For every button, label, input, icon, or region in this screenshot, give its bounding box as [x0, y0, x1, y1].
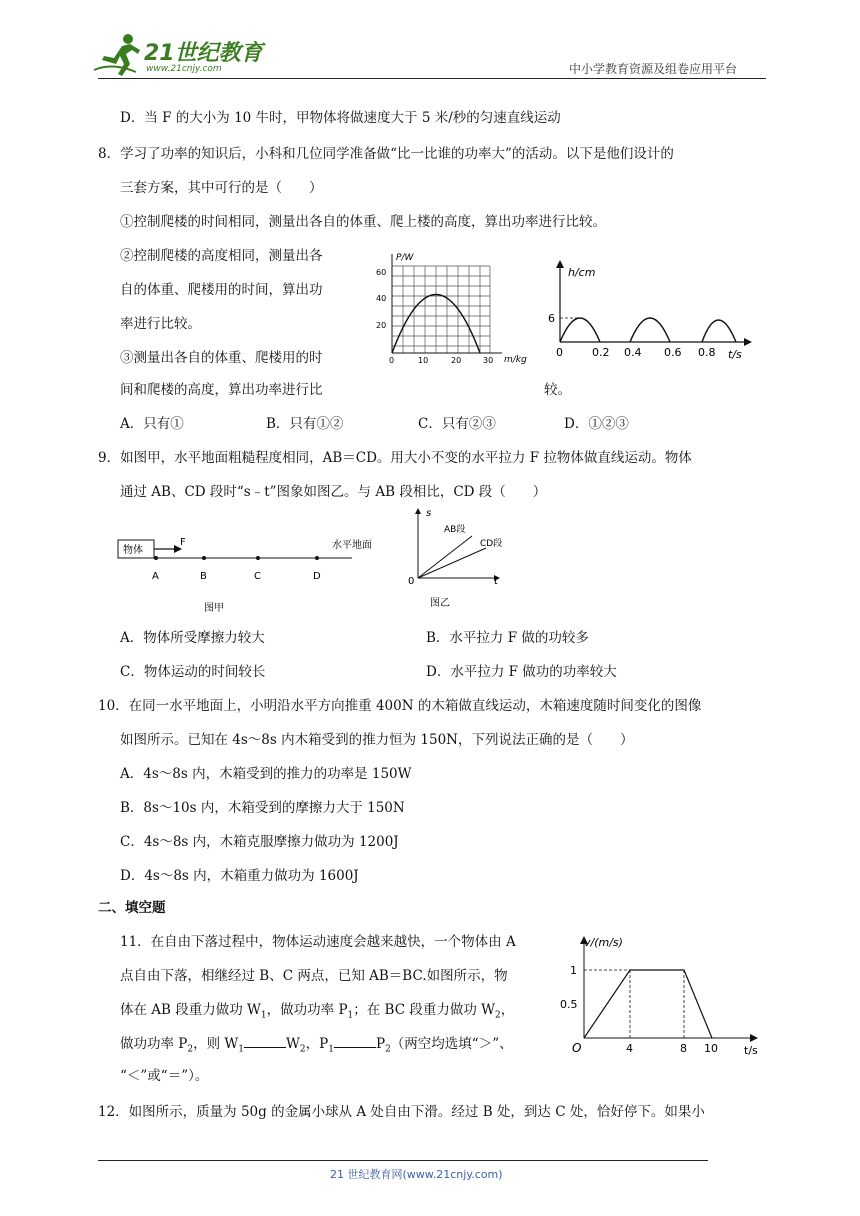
section-heading-fill-in: 二、填空题 [98, 900, 166, 916]
q8-plan1: ①控制爬楼的时间相同，测量出各自的体重、爬上楼的高度，算出功率进行比较。 [120, 214, 606, 230]
q9-figure-jia [114, 528, 394, 618]
q8-plan3-line1: ③测量出各自的体重、爬楼用的时 [120, 350, 323, 366]
q8-stem-line1: 8．学习了功率的知识后，小科和几位同学准备做“比一比谁的功率大”的活动。以下是他们设计的 [98, 146, 674, 162]
q9-yi-ylabel: s [426, 508, 432, 519]
q8-g1-xtick: 20 [451, 356, 462, 365]
q11-velocity-time-graph [556, 934, 766, 1058]
q11-subscript: 2 [385, 1044, 391, 1055]
q8-height-time-graph [540, 258, 752, 362]
q11-graph-ytick: 1 [570, 964, 577, 977]
q11-text: P [375, 1036, 386, 1052]
q9-point-c: C [254, 571, 261, 582]
q8-g2-peak-label: 6 [548, 312, 555, 325]
q9-point-d: D [313, 571, 321, 582]
q10-stem-line1: 10．在同一水平地面上，小明沿水平方向推重 400N 的木箱做直线运动，木箱速度随时间变化的图像 [98, 698, 702, 714]
q9-yi-line-ab: AB段 [444, 525, 466, 535]
q8-g1-xtick: 30 [483, 356, 494, 365]
q11-subscript: 2 [495, 1010, 501, 1021]
runner-logo-icon [92, 32, 142, 78]
q10-option-b: B．8s～10s 内，木箱受到的摩擦力大于 150N [120, 800, 405, 816]
q9-force-label: F [180, 537, 186, 548]
q9-point-a: A [152, 571, 159, 582]
q8-option-b: B．只有①② [266, 416, 344, 432]
header-platform-text: 中小学教育资源及组卷应用平台 [569, 62, 738, 76]
q8-plan3-tail: 较。 [544, 382, 571, 398]
q11-subscript: 1 [347, 1010, 354, 1021]
q8-plan2-line3: 率进行比较。 [120, 316, 201, 332]
q8-power-mass-graph [370, 246, 536, 368]
q8-option-d: D．①②③ [564, 416, 629, 432]
q11-text: W [286, 1036, 300, 1052]
q10-option-a: A．4s～8s 内，木箱受到的推力的功率是 150W [120, 766, 412, 782]
q8-g2-xtick: 0 [556, 346, 563, 359]
q11-line5: “＜”或“＝”）。 [120, 1068, 209, 1084]
q9-point-b: B [200, 571, 207, 582]
q9-option-b: B．水平拉力 F 做的功较多 [426, 630, 589, 646]
q11-text: ， [500, 1002, 515, 1018]
q11-subscript: 1 [238, 1044, 245, 1055]
q8-g2-xtick: 0.6 [664, 346, 682, 359]
q9-yi-origin: 0 [408, 576, 415, 587]
q7-option-d: D．当 F 的大小为 10 牛时，甲物体将做速度大于 5 米/秒的匀速直线运动 [120, 110, 561, 126]
q9-yi-xlabel: t [494, 576, 498, 587]
q9-ground-label: 水平地面 [332, 540, 372, 551]
q9-option-a: A．物体所受摩擦力较大 [120, 630, 265, 646]
q11-subscript: 1 [328, 1044, 334, 1055]
q8-g1-ylabel: P/W [396, 253, 414, 263]
logo-url: www.21cnjy.com [146, 64, 222, 74]
q9-box-label: 物体 [123, 545, 143, 556]
q9-stem-line1: 9．如图甲，水平地面粗糙程度相同，AB＝CD。用大小不变的水平拉力 F 拉物体做直线运动。物体 [98, 450, 692, 466]
q9-option-d: D．水平拉力 F 做功的功率较大 [426, 664, 617, 680]
q11-graph-xtick: 4 [626, 1042, 633, 1055]
footer-text[interactable]: 21 世纪教育网(www.21cnjy.com) [330, 1168, 503, 1181]
q8-g2-ylabel: h/cm [568, 266, 596, 279]
q11-graph-xtick: 8 [680, 1042, 687, 1055]
q11-graph-xlabel: t/s [744, 1044, 758, 1057]
site-logo [92, 30, 272, 80]
q11-text: 体在 AB 段重力做功 W [120, 1002, 261, 1018]
logo-text: 21世纪教育 [144, 41, 263, 66]
q9-caption-jia: 图甲 [204, 603, 224, 614]
q11-line2: 点自由下落，相继经过 B、C 两点，已知 AB＝BC.如图所示，物 [120, 968, 508, 984]
q11-line3 [120, 998, 514, 1021]
q8-option-c: C．只有②③ [418, 416, 496, 432]
q11-subscript: 2 [299, 1044, 306, 1055]
q11-graph-xtick: 10 [704, 1042, 718, 1055]
q11-line4 [120, 1032, 513, 1055]
q8-option-a: A．只有① [120, 416, 184, 432]
q9-stem-line2: 通过 AB、CD 段时“s﹣t”图象如图乙。与 AB 段相比，CD 段（ ） [120, 484, 547, 500]
q11-blank-2[interactable] [334, 1035, 376, 1048]
q8-g1-ytick: 40 [376, 294, 387, 303]
q9-figure-yi [400, 504, 520, 612]
q8-g2-xtick: 0.4 [624, 346, 642, 359]
header-rule [98, 78, 766, 79]
q11-text: 做功功率 P [120, 1036, 188, 1052]
q11-subscript: 2 [187, 1044, 194, 1055]
q11-graph-ytick: 0.5 [560, 998, 578, 1011]
q8-g2-xtick: 0.2 [592, 346, 610, 359]
q11-text: ，则 W [193, 1036, 239, 1052]
q12-line1: 12．如图所示，质量为 50g 的金属小球从 A 处自由下滑。经过 B 处，到达 C 处，恰好停下。如果小 [98, 1104, 705, 1120]
q11-blank-1[interactable] [244, 1035, 286, 1048]
q11-graph-origin: O [572, 1041, 582, 1055]
q11-text: （两空均选填“＞”、 [390, 1036, 513, 1052]
q9-yi-line-cd: CD段 [480, 539, 503, 549]
q10-option-c: C．4s～8s 内，木箱克服摩擦力做功为 1200J [120, 834, 399, 850]
q8-g2-xlabel: t/s [728, 348, 742, 361]
q10-stem-line2: 如图所示。已知在 4s～8s 内木箱受到的推力恒为 150N，下列说法正确的是（ ） [120, 732, 634, 748]
q8-g1-ytick: 60 [376, 268, 387, 277]
q8-plan3-line2: 间和爬楼的高度，算出功率进行比 [120, 382, 323, 398]
q11-text: ，P [305, 1036, 329, 1052]
q8-g2-xtick: 0.8 [698, 346, 716, 359]
q9-option-c: C．物体运动的时间较长 [120, 664, 266, 680]
q8-g1-xlabel: m/kg [504, 355, 527, 365]
q10-option-d: D．4s～8s 内，木箱重力做功为 1600J [120, 868, 359, 884]
q8-g1-ytick: 20 [376, 321, 387, 330]
q8-stem-line2: 三套方案，其中可行的是（ ） [120, 180, 323, 196]
q11-line1: 11．在自由下落过程中，物体运动速度会越来越快，一个物体由 A [120, 934, 516, 950]
q9-caption-yi: 图乙 [430, 598, 450, 609]
q11-text: ，做功功率 P [266, 1002, 348, 1018]
q11-graph-ylabel: v/(m/s) [584, 936, 623, 949]
q8-plan2-line1: ②控制爬楼的高度相同，测量出各 [120, 248, 323, 264]
q8-g1-xtick: 0 [389, 356, 395, 365]
q8-g1-xtick: 10 [418, 356, 429, 365]
footer-rule [98, 1160, 708, 1161]
q11-text: ；在 BC 段重力做功 W [353, 1002, 496, 1018]
q8-plan2-line2: 自的体重、爬楼用的时间，算出功 [120, 282, 323, 298]
q11-subscript: 1 [260, 1010, 267, 1021]
